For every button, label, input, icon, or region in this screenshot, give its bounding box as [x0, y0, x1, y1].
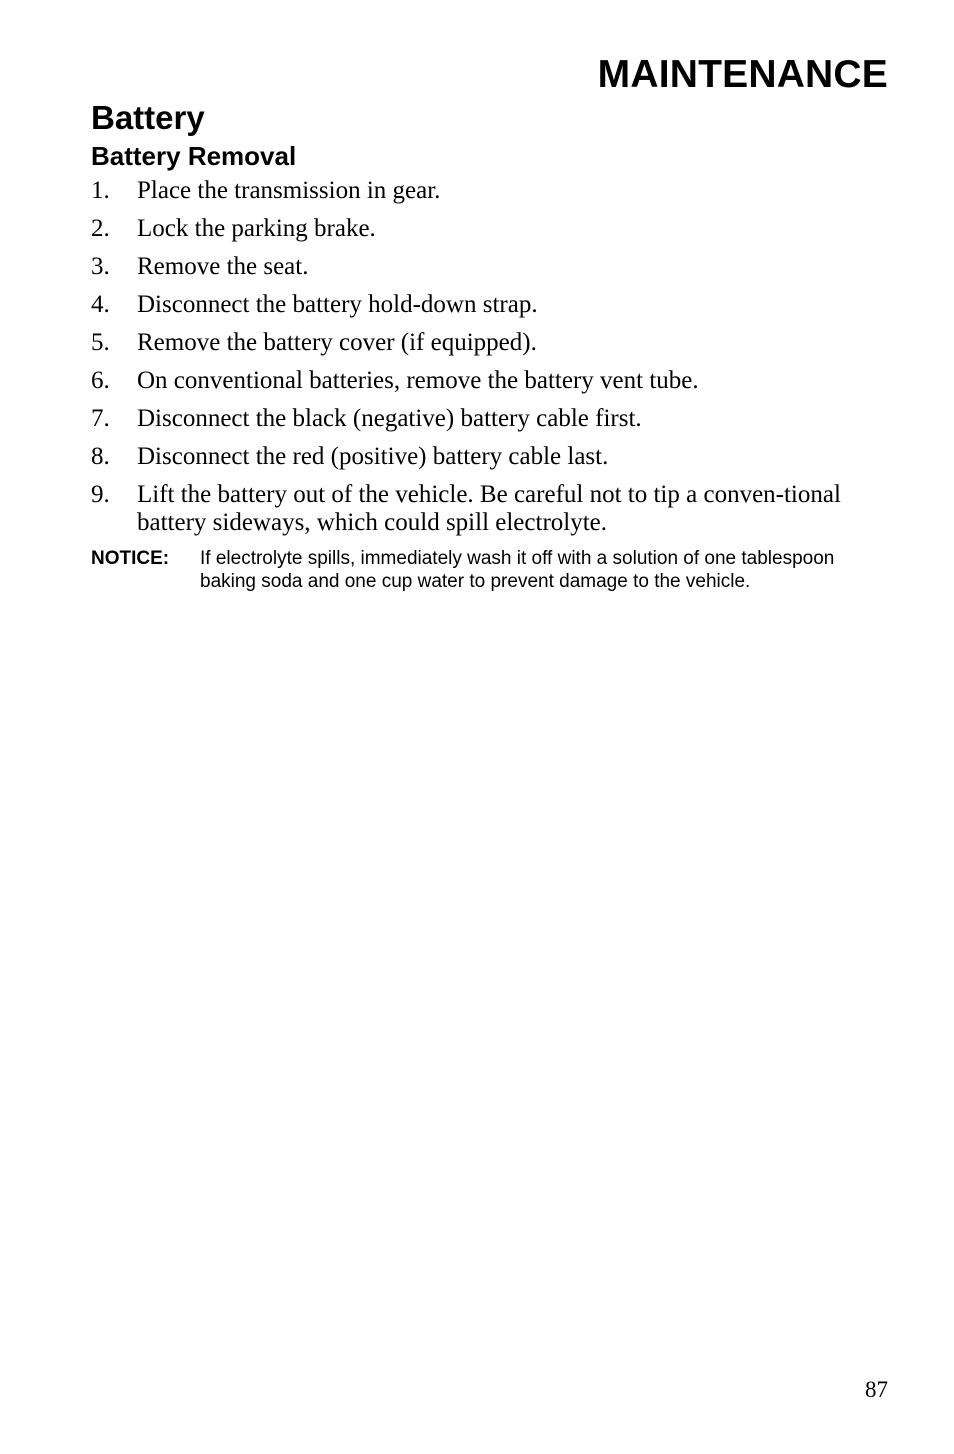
- section-title: Battery: [91, 99, 205, 136]
- notice-text: If electrolyte spills, immediately wash it off with a solution of one tablespoon baking soda and one cup water to prevent damage to the vehicle.: [200, 548, 835, 592]
- step-text: Disconnect the red (positive) battery cable last.: [137, 443, 609, 470]
- step-number: 5.: [91, 329, 110, 356]
- subsection-title: Battery Removal: [91, 141, 297, 171]
- list-item: [91, 443, 891, 471]
- list-item: [91, 177, 891, 205]
- step-text: Remove the seat.: [137, 253, 309, 280]
- list-item: [91, 481, 891, 537]
- list-item: [91, 215, 891, 243]
- list-item: [91, 367, 891, 395]
- section-header: MAINTENANCE: [597, 53, 888, 96]
- step-number: 1.: [91, 177, 110, 204]
- step-text: On conventional batteries, remove the battery vent tube.: [137, 367, 699, 394]
- step-text: Remove the battery cover (if equipped).: [137, 329, 537, 356]
- step-number: 8.: [91, 443, 110, 470]
- step-number: 2.: [91, 215, 110, 242]
- step-number: 9.: [91, 481, 110, 508]
- step-text: Disconnect the black (negative) battery cable first.: [137, 405, 642, 432]
- step-text: Lock the parking brake.: [137, 215, 376, 242]
- list-item: [91, 405, 891, 433]
- step-number: 3.: [91, 253, 110, 280]
- step-text: Lift the battery out of the vehicle. Be careful not to tip a conven-tional battery sideways, which could spill electrolyte.: [137, 481, 841, 536]
- page-content: [91, 97, 891, 593]
- page-number: 87: [865, 1377, 888, 1402]
- list-item: [91, 253, 891, 281]
- notice-label: NOTICE:: [91, 548, 170, 569]
- step-number: 7.: [91, 405, 110, 432]
- list-item: [91, 291, 891, 319]
- list-item: [91, 329, 891, 357]
- removal-steps-list: [91, 177, 891, 537]
- notice-block: [91, 547, 891, 593]
- step-number: 6.: [91, 367, 110, 394]
- step-text: Place the transmission in gear.: [137, 177, 441, 204]
- step-number: 4.: [91, 291, 110, 318]
- step-text: Disconnect the battery hold-down strap.: [137, 291, 538, 318]
